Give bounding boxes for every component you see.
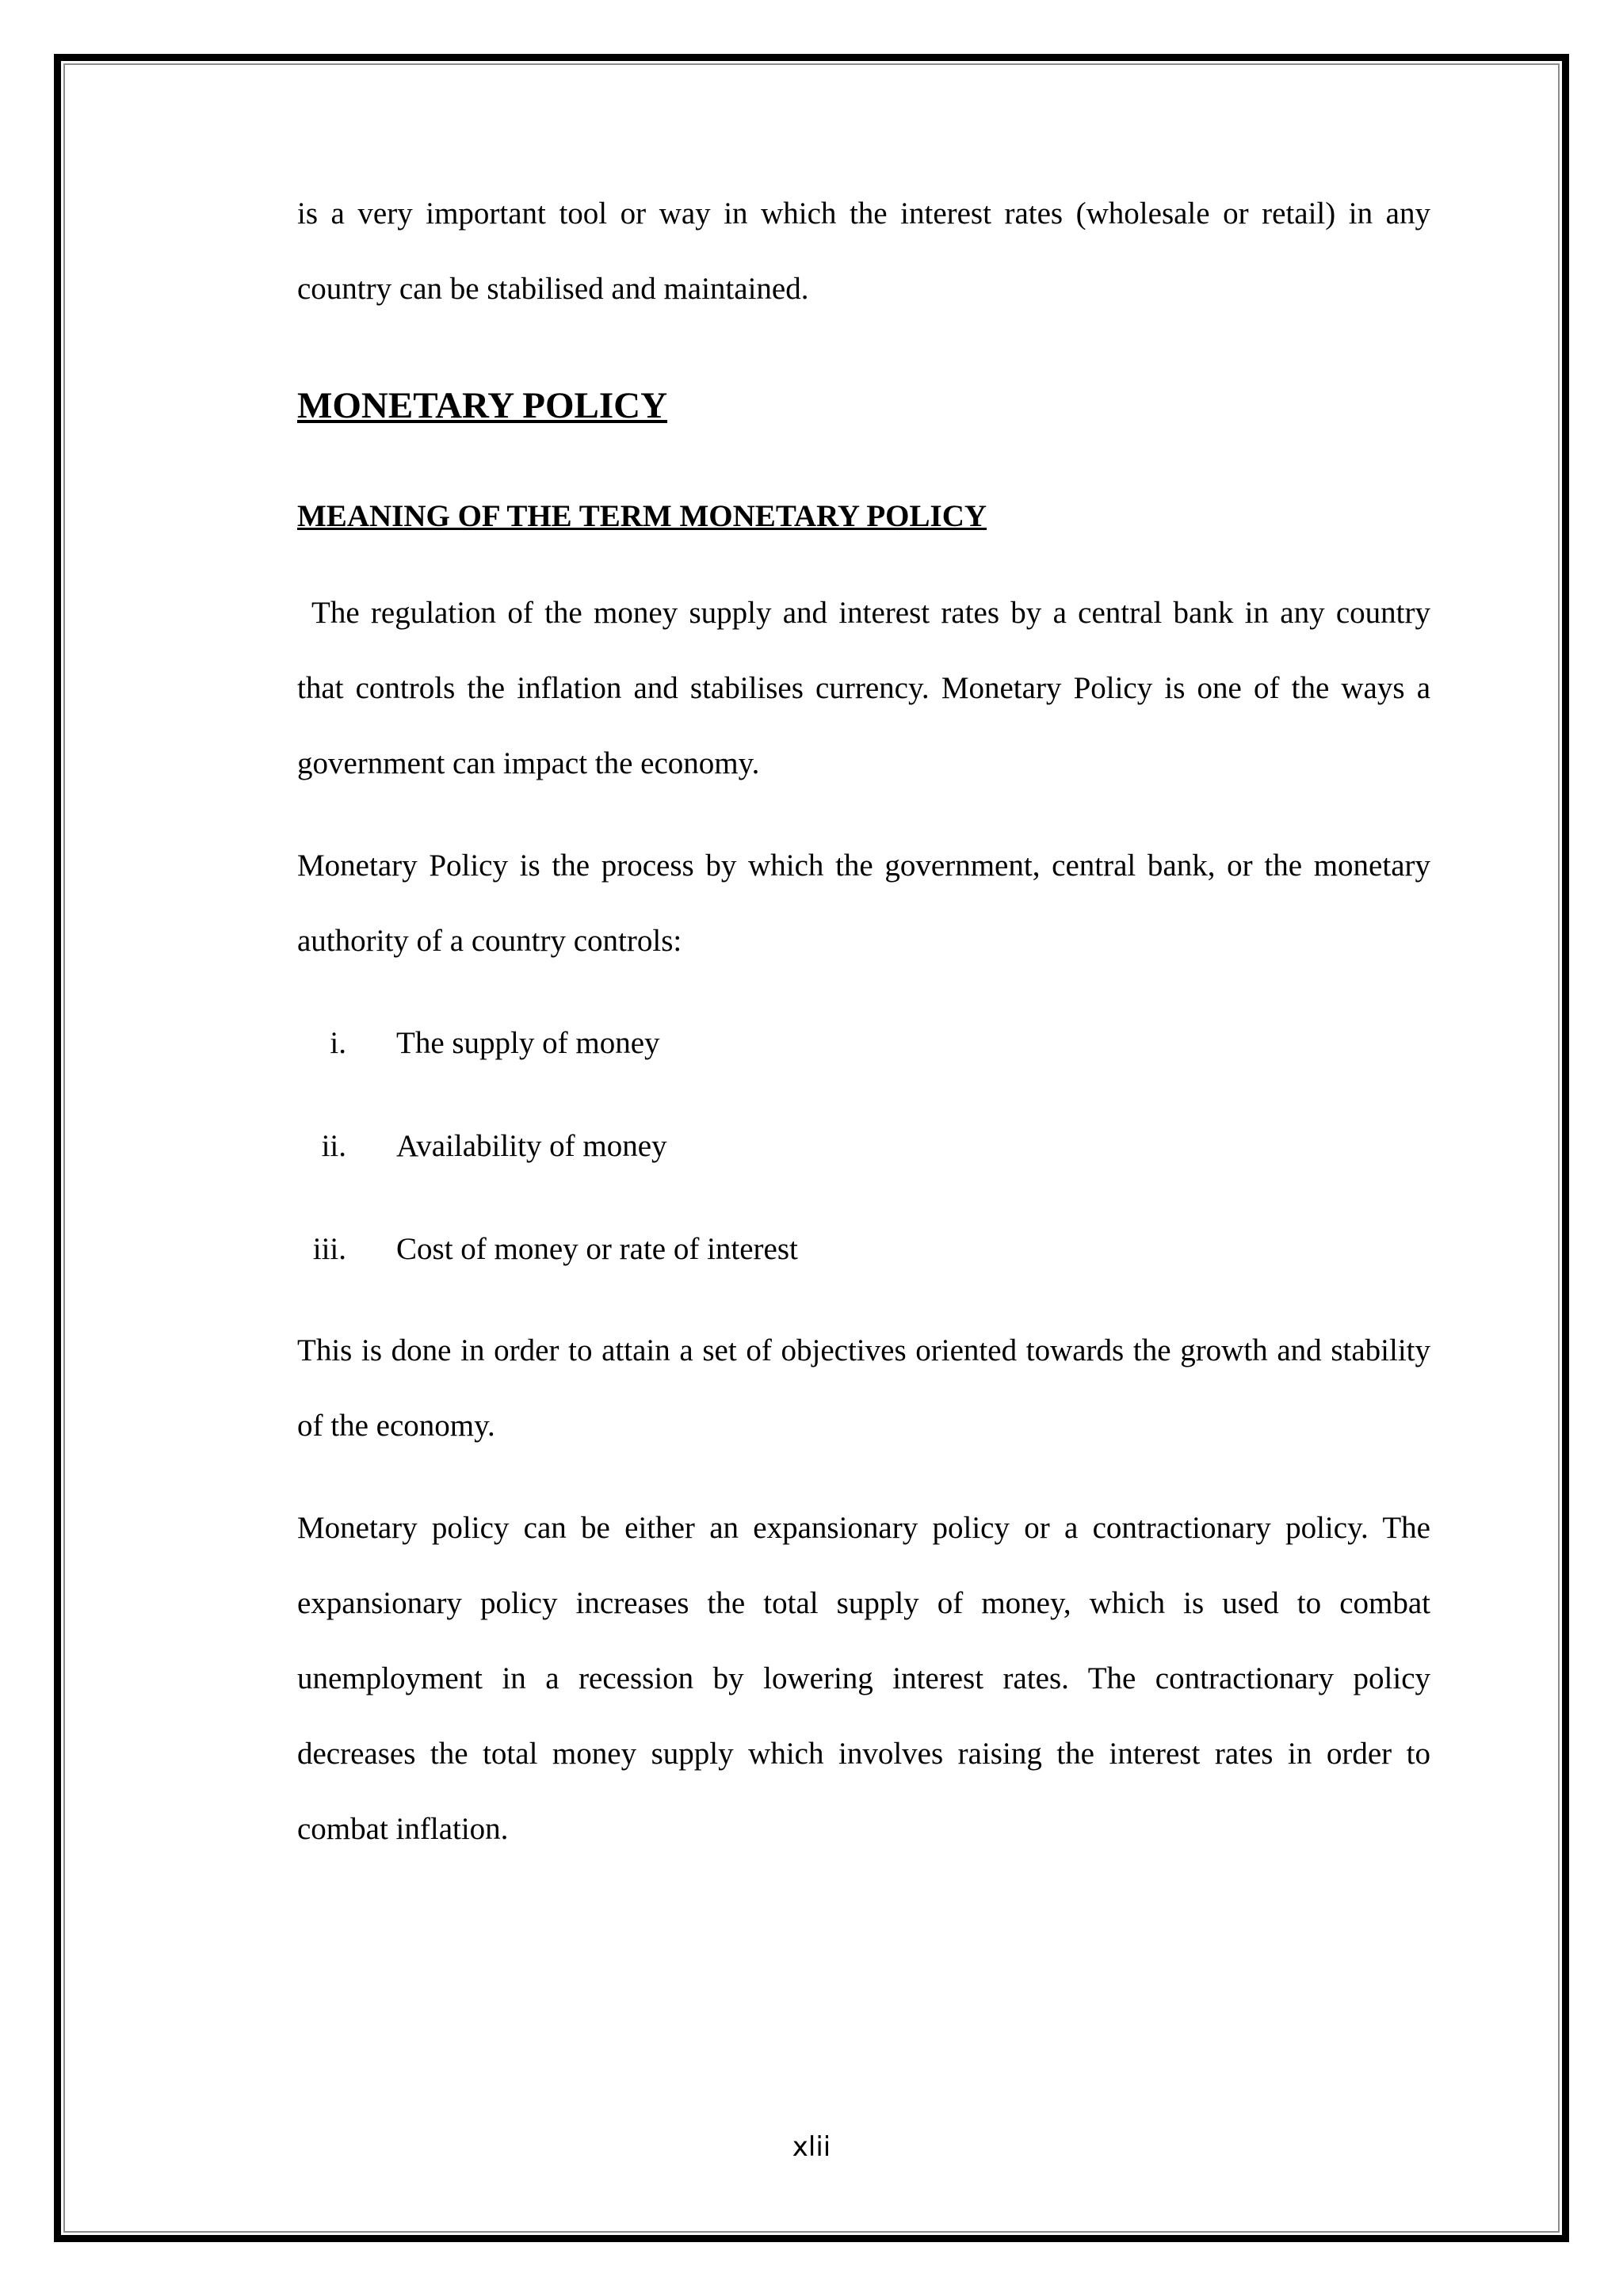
process-paragraph: Monetary Policy is the process by which the government, central bank, or the monetary authority of a country controls: bbox=[297, 849, 1430, 958]
continuation-paragraph: is a very important tool or way in which the interest rates (wholesale or retail) in any country can be stabilised and maintained. bbox=[297, 196, 1430, 306]
list-item-text: Availability of money bbox=[396, 1129, 667, 1163]
list-item bbox=[297, 1226, 1430, 1273]
list-item-text: Cost of money or rate of interest bbox=[396, 1232, 798, 1266]
list-item-text: The supply of money bbox=[396, 1026, 660, 1060]
page-number: xlii bbox=[792, 2131, 831, 2163]
page-content bbox=[297, 190, 1430, 1867]
policy-types-paragraph: Monetary policy can be either an expansionary policy or a contractionary policy. The expansionary policy increases the total supply of money, which is used to combat unemployment in a recession by lowering interest rates. The contractionary policy decreases the total money supply which involves raising the interest rates in order to combat inflation. bbox=[297, 1511, 1430, 1846]
definition-paragraph: The regulation of the money supply and interest rates by a central bank in any country that controls the inflation and stabilises currency. Monetary Policy is one of the ways a government can impact the economy. bbox=[297, 596, 1430, 780]
list-item-number: iii. bbox=[312, 1232, 346, 1266]
section-title: MONETARY POLICY bbox=[297, 385, 668, 426]
controls-list bbox=[297, 1020, 1430, 1273]
subsection-title: MEANING OF THE TERM MONETARY POLICY bbox=[297, 499, 987, 533]
list-item-number: ii. bbox=[321, 1129, 346, 1163]
list-item-number: i. bbox=[330, 1026, 346, 1060]
list-item bbox=[297, 1020, 1430, 1067]
objectives-paragraph: This is done in order to attain a set of objectives oriented towards the growth and stability of the economy. bbox=[297, 1333, 1430, 1443]
list-item bbox=[297, 1123, 1430, 1170]
